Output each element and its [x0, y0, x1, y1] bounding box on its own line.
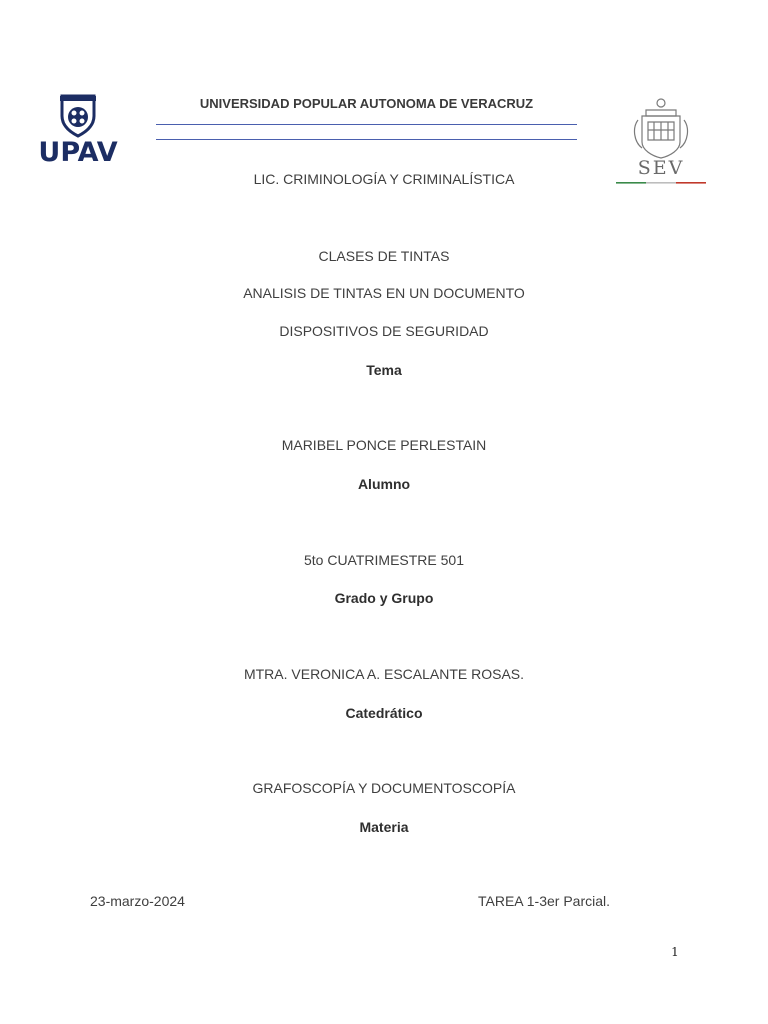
- page-number: 1: [671, 945, 679, 959]
- header-divider-bottom: [156, 139, 577, 140]
- upav-logo: [38, 94, 118, 170]
- subject-name: GRAFOSCOPÍA Y DOCUMENTOSCOPÍA: [252, 780, 516, 796]
- university-title: UNIVERSIDAD POPULAR AUTONOMA DE VERACRUZ: [199, 96, 534, 111]
- topic-2: ANALISIS DE TINTAS EN UN DOCUMENTO: [243, 285, 525, 301]
- topic-1: CLASES DE TINTAS: [318, 248, 450, 264]
- grade-group: 5to CUATRIMESTRE 501: [303, 552, 464, 568]
- teacher-name: MTRA. VERONICA A. ESCALANTE ROSAS.: [243, 666, 525, 682]
- label-alumno: Alumno: [357, 476, 411, 492]
- label-tema: Tema: [366, 362, 402, 378]
- footer-task: TAREA 1-3er Parcial.: [478, 893, 611, 909]
- header-divider-top: [156, 124, 577, 125]
- student-name: MARIBEL PONCE PERLESTAIN: [281, 437, 487, 453]
- label-grado: Grado y Grupo: [334, 590, 434, 606]
- topic-3: DISPOSITIVOS DE SEGURIDAD: [279, 323, 489, 339]
- degree-name: LIC. CRIMINOLOGÍA Y CRIMINALÍSTICA: [253, 171, 515, 187]
- footer-date: 23-marzo-2024: [90, 893, 185, 909]
- label-materia: Materia: [359, 819, 409, 835]
- label-catedratico: Catedrático: [345, 705, 423, 721]
- upav-shield-icon: [38, 94, 118, 138]
- upav-logo-text: UPAV: [38, 137, 118, 168]
- sev-logo-text: SEV: [637, 157, 685, 179]
